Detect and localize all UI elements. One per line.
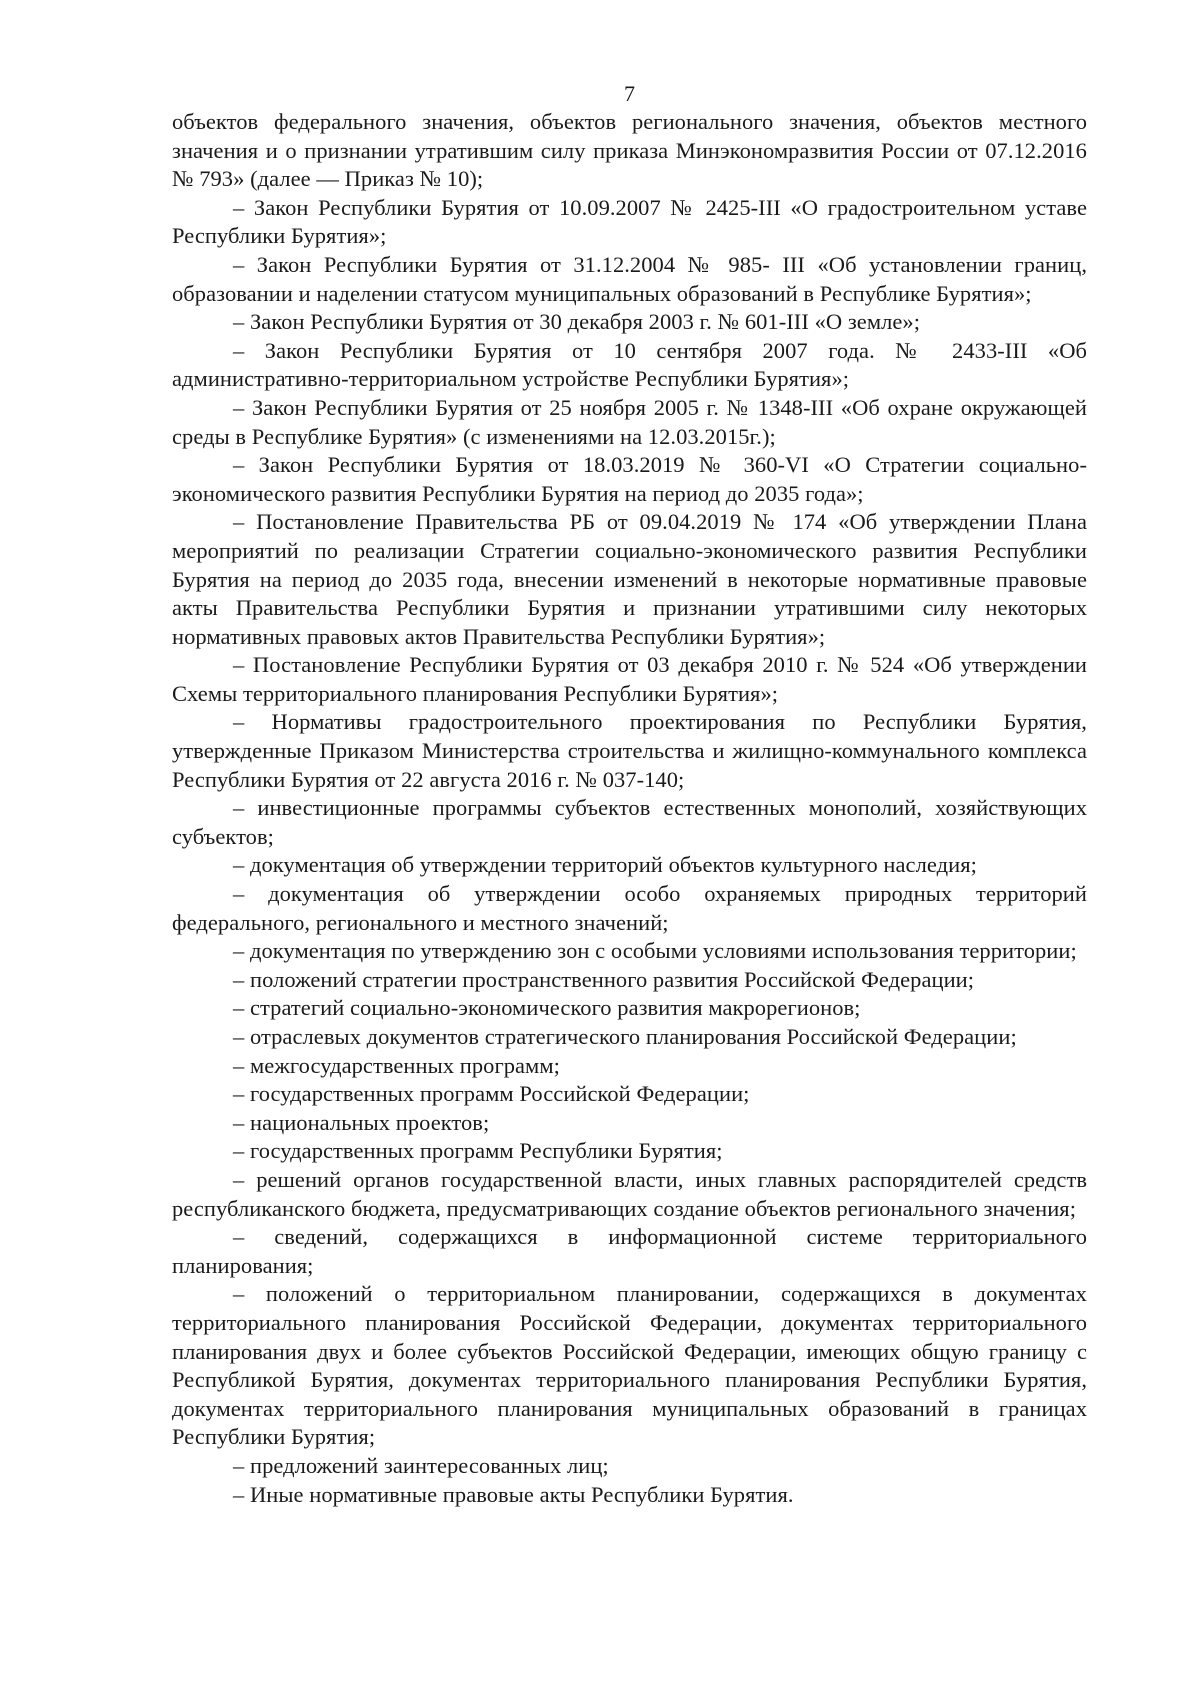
list-item-standards: – Нормативы градостроительного проектирования по Республики Бурятия, утвержденные Приказом Министерства строительства и жилищно-коммунального комплекса Республики Бурятия от 22 августа 2016 г. № 037-140; bbox=[172, 709, 1087, 792]
paragraph-continuation: объектов федерального значения, объектов регионального значения, объектов местного значения и о признании утратившим силу приказа Минэкономразвития России от 07.12.2016 № 793» (далее — Приказ № 10); bbox=[172, 109, 1087, 192]
list-item-info-system: – сведений, содержащихся в информационной системе территориального планирования; bbox=[172, 1224, 1087, 1278]
list-item-other-acts: – Иные нормативные правовые акты Республики Бурятия. bbox=[233, 1481, 794, 1507]
list-item-sector-documents: – отраслевых документов стратегического планирования Российской Федерации; bbox=[233, 1024, 1017, 1049]
list-item-national-projects: – национальных проектов; bbox=[233, 1109, 490, 1135]
list-item-authority-decisions: – решений органов государственной власти, иных главных распорядителей средств республиканского бюджета, предусматривающих создание объектов регионального значения; bbox=[172, 1166, 1087, 1221]
list-item-special-zones: – документация по утверждению зон с особыми условиями использования территории; bbox=[233, 938, 1077, 964]
list-item-law-2433: – Закон Республики Бурятия от 10 сентября 2007 года. № 2433-III «Об административно-территориальном устройстве Республики Бурятия»; bbox=[172, 337, 1087, 392]
list-item-law-360: – Закон Республики Бурятия от 18.03.2019 № 360-VI «О Стратегии социально-экономического развития Республики Бурятия на период до 2035 года»; bbox=[172, 452, 1087, 506]
list-item-stakeholder-proposals: – предложений заинтересованных лиц; bbox=[233, 1452, 609, 1478]
list-item-investment-programs: – инвестиционные программы субъектов естественных монополий, хозяйствующих субъектов; bbox=[172, 795, 1087, 849]
list-item-interstate-programs: – межгосударственных программ; bbox=[233, 1052, 560, 1078]
list-item-law-1348: – Закон Республики Бурятия от 25 ноября 2005 г. № 1348-III «Об охране окружающей среды в Республике Бурятия» (с изменениями на 12.03.2015г.); bbox=[172, 394, 1087, 449]
document-page bbox=[172, 80, 1087, 1509]
list-item-protected-areas: – документация об утверждении особо охраняемых природных территорий федерального, регионального и местного значений; bbox=[172, 881, 1087, 935]
list-item-law-601: – Закон Республики Бурятия от 30 декабря 2003 г. № 601-III «О земле»; bbox=[233, 309, 921, 335]
list-item-planning-provisions: – положений о территориальном планировании, содержащихся в документах территориального планирования Российской Федерации, документах территориального планирования двух и более субъектов Российской Федерации, имеющих общую границу с Республикой Бурятия, документах территориального планирования Республики Бурятия, документах территориального планирования муниципальных образований в границах Республики Бурятия; bbox=[172, 1281, 1087, 1450]
list-item-law-2425: – Закон Республики Бурятия от 10.09.2007 № 2425-III «О градостроительном уставе Республики Бурятия»; bbox=[172, 194, 1087, 249]
list-item-federal-programs: – государственных программ Российской Федерации; bbox=[233, 1081, 750, 1107]
list-item-macroregions: – стратегий социально-экономического развития макрорегионов; bbox=[233, 995, 861, 1021]
list-item-resolution-524: – Постановление Республики Бурятия от 03 декабря 2010 г. № 524 «Об утверждении Схемы территориального планирования Республики Бурятия»; bbox=[172, 652, 1087, 706]
list-item-republic-programs: – государственных программ Республики Бурятия; bbox=[233, 1138, 723, 1164]
list-item-cultural-heritage: – документация об утверждении территорий объектов культурного наследия; bbox=[233, 852, 977, 878]
list-item-spatial-strategy: – положений стратегии пространственного развития Российской Федерации; bbox=[233, 966, 975, 992]
list-item-resolution-174: – Постановление Правительства РБ от 09.04.2019 № 174 «Об утверждении Плана мероприятий по реализации Стратегии социально-экономического развития Республики Бурятия на период до 2035 года, внесении изменений в некоторые нормативные правовые акты Правительства Республики Бурятия и признании утратившими силу некоторых нормативных правовых актов Правительства Республики Бурятия»; bbox=[172, 509, 1087, 649]
list-item-law-985: – Закон Республики Бурятия от 31.12.2004 № 985- III «Об установлении границ, образовании и наделении статусом муниципальных образований в Республике Бурятия»; bbox=[172, 251, 1087, 306]
page-number: 7 bbox=[624, 81, 635, 106]
